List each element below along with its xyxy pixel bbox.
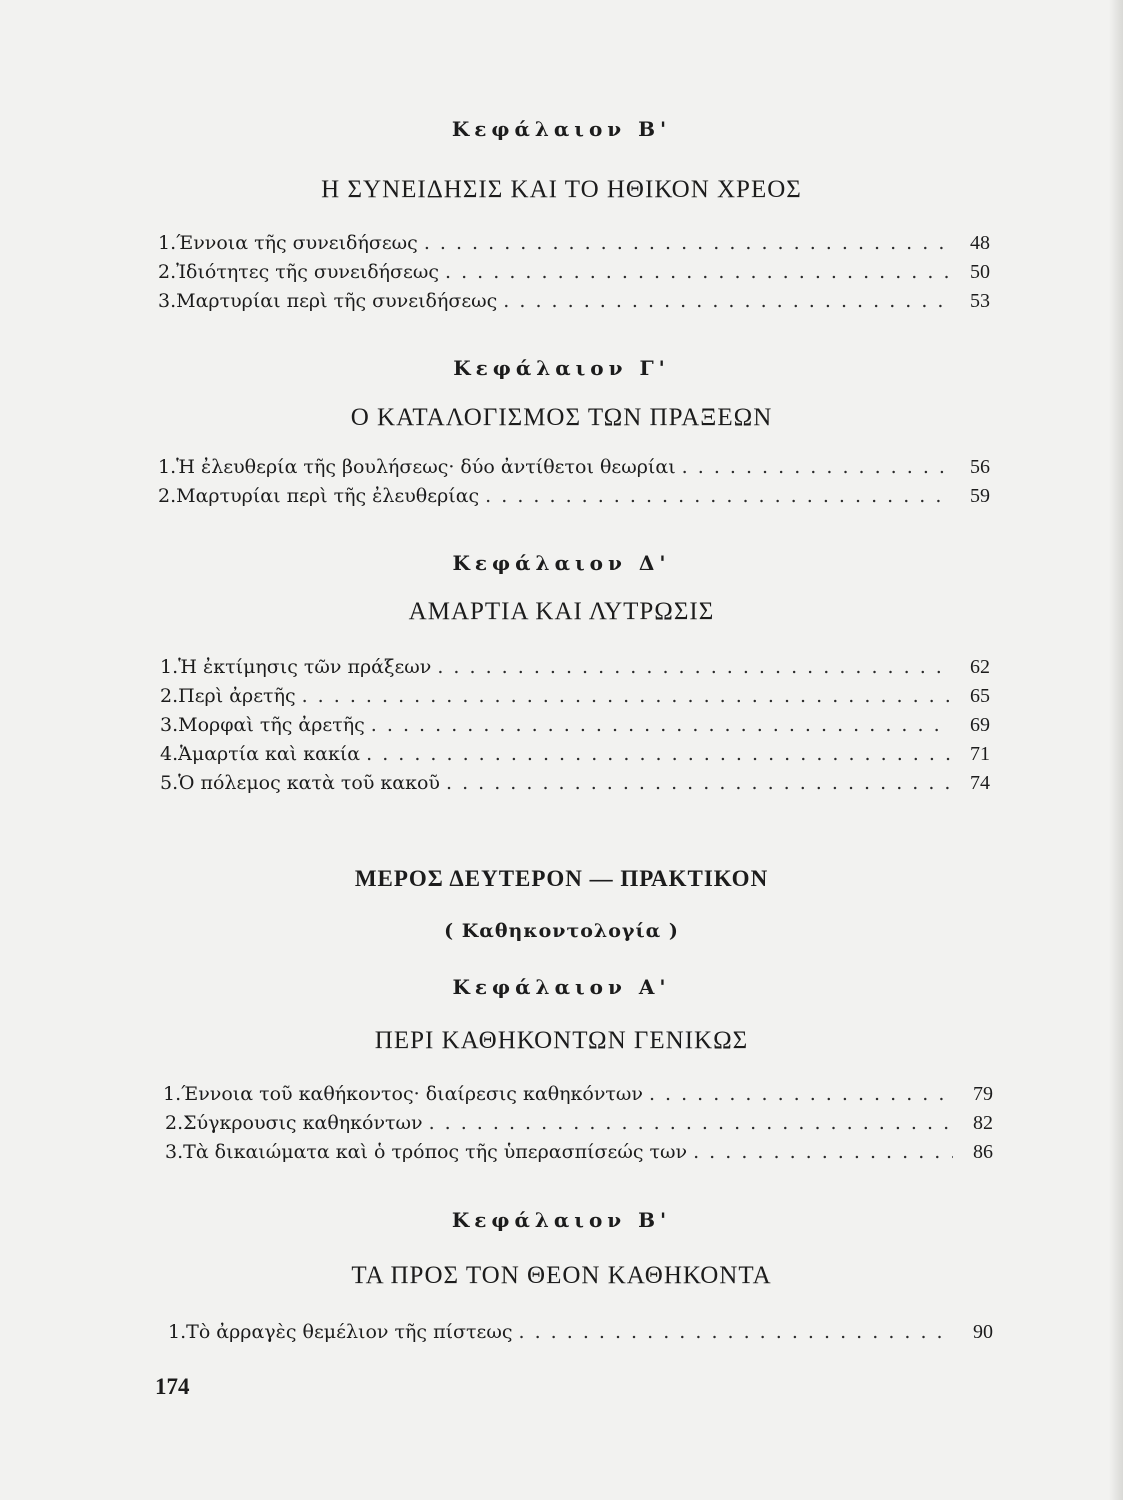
toc-entry-label: Μαρτυρίαι περὶ τῆς ἐλευθερίας — [176, 485, 480, 507]
toc-entry-label: Μορφαὶ τῆς ἀρετῆς — [178, 714, 365, 736]
toc-entry-number: 1. — [163, 1083, 182, 1105]
dot-leader — [424, 232, 950, 254]
toc-entry-number: 2. — [165, 1112, 184, 1134]
part-title: ΜΕΡΟΣ ΔΕΥΤΕΡΟΝ — ΠΡΑΚΤΙΚΟΝ — [354, 866, 769, 891]
dot-leader — [437, 656, 950, 678]
toc-entry-number: 1. — [158, 456, 177, 478]
dot-leader — [366, 743, 950, 765]
toc-entry-label: Έννοια τῆς συνειδήσεως — [176, 232, 418, 254]
toc-entry — [160, 656, 990, 684]
toc-entry — [168, 1321, 993, 1349]
toc-entry — [160, 685, 990, 713]
toc-entry — [165, 1112, 993, 1140]
toc-entry-label: Ἰδιότητες τῆς συνειδήσεως — [176, 261, 440, 283]
chapter-title: Η ΣΥΝΕΙΔΗΣΙΣ ΚΑΙ ΤΟ ΗΘΙΚΟΝ ΧΡΕΟΣ — [321, 176, 802, 203]
dot-leader — [302, 685, 950, 707]
toc-entry-page: 59 — [970, 485, 990, 507]
dot-leader — [682, 456, 950, 478]
toc-entry — [160, 743, 990, 771]
toc-entry-page: 56 — [970, 456, 990, 478]
toc-entry-label: Ἡ ἐκτίμησις τῶν πράξεων — [178, 656, 432, 678]
toc-entry-page: 82 — [973, 1112, 993, 1134]
toc-entry-page: 48 — [970, 232, 990, 254]
toc-entry-label: Ἡ ἐλευθερία τῆς βουλήσεως· δύο ἀντίθετοι θεωρίαι — [176, 456, 676, 478]
chapter-heading: Κεφάλαιον Δ' — [452, 551, 671, 575]
toc-entry-number: 1. — [158, 232, 177, 254]
toc-entry — [158, 261, 990, 289]
dot-leader — [446, 772, 950, 794]
toc-entry — [158, 232, 990, 260]
toc-entry — [165, 1141, 993, 1169]
toc-entry-number: 3. — [165, 1141, 184, 1163]
toc-entry-page: 62 — [970, 656, 990, 678]
toc-entry-page: 71 — [970, 743, 990, 765]
dot-leader — [371, 714, 950, 736]
chapter-title: ΠΕΡΙ ΚΑΘΗΚΟΝΤΩΝ ΓΕΝΙΚΩΣ — [374, 1027, 749, 1054]
toc-entry — [158, 456, 990, 484]
chapter-heading: Κεφάλαιον Β' — [451, 1208, 672, 1232]
toc-entry-page: 74 — [970, 772, 990, 794]
toc-entry — [160, 714, 990, 742]
toc-entry-page: 53 — [970, 290, 990, 312]
toc-entry-number: 1. — [168, 1321, 187, 1343]
dot-leader — [503, 290, 950, 312]
toc-entry-number: 2. — [158, 485, 177, 507]
toc-entry-number: 5. — [160, 772, 179, 794]
dot-leader — [693, 1141, 953, 1163]
dot-leader — [445, 261, 950, 283]
toc-entry-label: Έννοια τοῦ καθήκοντος· διαίρεσις καθηκόντων — [181, 1083, 643, 1105]
toc-entry-page: 69 — [970, 714, 990, 736]
chapter-title: ΑΜΑΡΤΙΑ ΚΑΙ ΛΥΤΡΩΣΙΣ — [408, 598, 715, 625]
dot-leader — [649, 1083, 953, 1105]
toc-entry-number: 3. — [158, 290, 177, 312]
chapter-title: ΤΑ ΠΡΟΣ ΤΟΝ ΘΕΟΝ ΚΑΘΗΚΟΝΤΑ — [351, 1262, 772, 1289]
toc-entry-label: Τὸ ἀρραγὲς θεμέλιον τῆς πίστεως — [186, 1321, 513, 1343]
toc-entry — [163, 1083, 993, 1111]
toc-entry-label: Περὶ ἀρετῆς — [178, 685, 296, 707]
chapter-title: Ο ΚΑΤΑΛΟΓΙΣΜΟΣ ΤΩΝ ΠΡΑΞΕΩΝ — [350, 404, 773, 431]
page-edge-shadow — [1109, 0, 1123, 1500]
dot-leader — [485, 485, 950, 507]
toc-entry — [158, 290, 990, 318]
page-number: 174 — [155, 1374, 190, 1399]
toc-entry-label: Ὁ πόλεμος κατὰ τοῦ κακοῦ — [178, 772, 440, 794]
toc-entry-number: 2. — [160, 685, 179, 707]
toc-entry-label: Ἁμαρτία καὶ κακία — [178, 743, 361, 765]
dot-leader — [519, 1321, 954, 1343]
toc-entry-page: 50 — [970, 261, 990, 283]
toc-entry-number: 4. — [160, 743, 179, 765]
toc-entry — [158, 485, 990, 513]
toc-entry — [160, 772, 990, 800]
toc-entry-label: Μαρτυρίαι περὶ τῆς συνειδήσεως — [176, 290, 498, 312]
dot-leader — [429, 1112, 953, 1134]
toc-entry-page: 65 — [970, 685, 990, 707]
chapter-heading: Κεφάλαιον Γ' — [453, 356, 670, 380]
part-subtitle: ( Καθηκοντολογία ) — [444, 920, 679, 942]
chapter-heading: Κεφάλαιον Β' — [451, 117, 672, 141]
toc-entry-number: 3. — [160, 714, 179, 736]
toc-entry-label: Σύγκρουσις καθηκόντων — [183, 1112, 423, 1134]
toc-entry-label: Τὰ δικαιώματα καὶ ὁ τρόπος τῆς ὑπερασπίσεώς των — [183, 1141, 688, 1163]
toc-entry-number: 2. — [158, 261, 177, 283]
toc-entry-page: 86 — [973, 1141, 993, 1163]
toc-entry-number: 1. — [160, 656, 179, 678]
chapter-heading: Κεφάλαιον Α' — [452, 975, 671, 999]
toc-entry-page: 90 — [973, 1321, 993, 1343]
toc-entry-page: 79 — [973, 1083, 993, 1105]
